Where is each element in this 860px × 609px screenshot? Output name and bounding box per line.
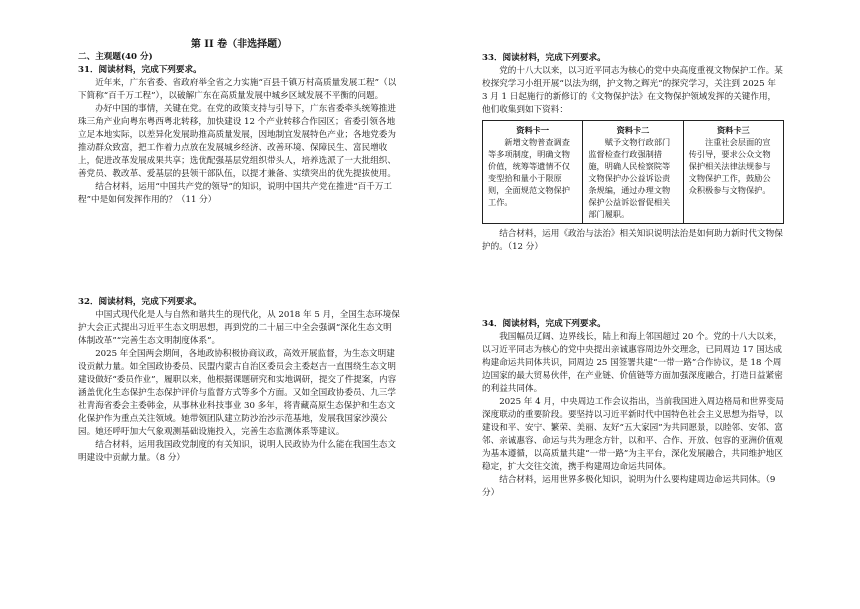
q33-heading: 33．阅读材料，完成下列要求。 — [482, 53, 606, 63]
right-column — [482, 52, 784, 254]
part-title: 第 II 卷（非选择题） — [190, 39, 288, 50]
material-cards-table — [482, 120, 784, 224]
left-column-lower — [78, 296, 400, 465]
q34-question: 结合材料，运用世界多极化知识，说明为什么要构建周边命运共同体。（9 分） — [482, 475, 776, 498]
right-column-lower — [482, 318, 784, 500]
card-body: 新增文物普查调查等多项制度，明确文物价值，统筹等遗情不仅变型拾和量小于限原则，全面规范文物保护工作。 — [488, 137, 570, 207]
q33-question: 结合材料，运用《政治与法治》相关知识说明法治是如何助力新时代文物保护的。（12 分） — [482, 229, 783, 252]
q32-paragraph: 2025 年全国两会期间，各地政协积极协商议政，高效开展监督，为生态文明建设贡献力量。如全国政协委员、民盟内蒙古自治区委员会主委赵吉一直围绕生态文明建设做好“委员作业”，履职以来，他根据课题研究和实地调研，提交了件提案，内容涵盖优化生态保护生态保护评价与监督方式等多个方面。又如全国政协委员、九三学社青海省委会主委韩金，从事林业科技事业 30 多年，将青藏高原生态保护和生态文化保护作为重点关注领域。她带领团队建立防沙治沙示范基地，发展我国家沙漠公园。她还呼吁加大气象观测基础设施投入，完善生态监测体系等建议。 — [78, 349, 397, 437]
card-title: 资料卡三 — [716, 125, 750, 135]
card-title: 资料卡一 — [516, 125, 550, 135]
q31-heading: 31．阅读材料，完成下列要求。 — [78, 65, 202, 75]
q32-paragraph: 中国式现代化是人与自然和谐共生的现代化，从 2018 年 5 月，全国生态环境保护大会正式提出习近平生态文明思想，再到党的二十届三中全会强调“深化生态文明体制改革”“完善生态文明制度体系”。 — [78, 310, 400, 346]
left-column — [78, 38, 400, 207]
card-body: 赋予文物行政部门监督检查行政强制措施，明确人民检察院等文物保护办公益诉讼责条规编，通过办理文物保护公益诉讼督促相关部门履职。 — [588, 137, 671, 219]
material-card — [683, 121, 783, 224]
q31-paragraph: 近年来，广东省委、省政府举全省之力实施“百县千镇万村高质量发展工程”（以下简称“百千万工程”），以破解广东在高质量发展中城乡区域发展不平衡的问题。 — [78, 78, 397, 101]
section-heading: 二、主观题(40 分) — [78, 52, 153, 62]
q31-paragraph: 办好中国的事情，关键在党。在党的政策支持与引导下，广东省委牵头统筹推进珠三角产业向粤东粤西粤北转移，加快建设 12 个产业转移合作园区；省委引领各地立足本地实际，以差异化发展助推高质量发展，因地制宜发展特色产业；各地党委为推动群众致富，把工作着力点放在发展城乡经济、改善环境、保障民生、富民增收上，促进改革发展成果共享；选优配强基层党组织带头人，培养选派了一大批组织、善党员、教改革、爱基层的县领干部队伍，以提才兼备、实绩突出的优先提拔使用。 — [78, 104, 396, 179]
q31-question: 结合材料，运用“中国共产党的领导”的知识，说明中国共产党在推进“百千万工程”中是如何发挥作用的？（11 分） — [78, 182, 392, 205]
material-card — [483, 121, 583, 224]
q33-intro: 党的十八大以来，以习近平同志为核心的党中央高度重视文物保护工作。某校探究学习小组开展“以法为纲，护文物之辉光”的探究学习，关注到 2025 年 3 月 1 日起施行的新修订的《文物保护法》在文物保护领域发挥的关键作用，他们收集到如下资料： — [482, 66, 783, 115]
q34-paragraph: 2025 年 4 月，中央周边工作会议指出，当前我国进入周边格局和世界变局深度联动的重要阶段。要坚持以习近平新时代中国特色社会主义思想为指导，以建设和平、安宁、繁荣、美丽、友好“五大家园”为共同愿景，以睦邻、安邻、富邻、亲诚惠容、命运与共为理念方针，以和平、合作、开放、包容的亚洲价值观为基本遵循，以高质量共建“一带一路”为主平台，深化发展融合，共同维护地区稳定，扩大交往交流，携手构建周边命运共同体。 — [482, 397, 784, 472]
q34-heading: 34．阅读材料，完成下列要求。 — [482, 319, 606, 329]
material-card — [583, 121, 683, 224]
q32-question: 结合材料，运用我国政党制度的有关知识，说明人民政协为什么能在我国生态文明建设中贡献力量。（8 分） — [78, 440, 396, 463]
card-title: 资料卡二 — [616, 125, 650, 135]
q32-heading: 32．阅读材料，完成下列要求。 — [78, 297, 202, 307]
card-body: 注重社会层面的宣传引导，要求公众文物保护相关法律法规参与文物保护工作，鼓励公众积极参与文物保护。 — [688, 137, 771, 195]
q34-paragraph: 我国幅员辽阔、边界线长，陆上和海上邻国超过 20 个。党的十八大以来，以习近平同志为核心的党中央提出亲诚惠容周边外交理念，已同周边 17 国达成构建命运共同体共识，同周边 25 国签署共建“一带一路”合作协议，是 18 个周边国家的最大贸易伙伴，在产业链、价值链等方面加强深度融合，打造日益紧密的利益共同体。 — [482, 332, 783, 394]
